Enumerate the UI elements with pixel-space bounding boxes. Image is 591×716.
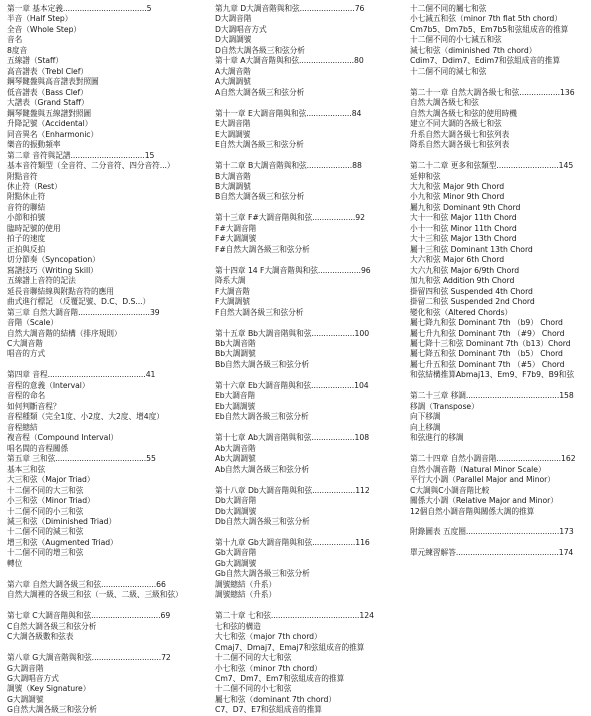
toc-entry: 五線譜上音符的記法 xyxy=(7,276,76,286)
toc-entry: Cdim7、Ddim7、Edim7和弦組成音的推算 xyxy=(410,56,560,66)
toc-entry: 十二個不同的小七減五和弦 xyxy=(410,35,502,45)
toc-entry: 大十一和弦 Major 11th Chord xyxy=(410,213,517,223)
toc-entry: 屬十三和弦 Dominant 13th Chord xyxy=(410,244,533,254)
toc-column-middle xyxy=(215,4,405,716)
toc-chapter-heading: 第十八章 Db大調音階與和弦..................112 xyxy=(215,485,370,495)
toc-entry: C大調音階 xyxy=(7,339,43,348)
toc-entry: 十二個不同的小三和弦 xyxy=(7,506,84,516)
toc-entry: Cm7、Dm7、Em7和弦組成音的推算 xyxy=(215,674,345,683)
toc-spacer xyxy=(410,517,588,527)
toc-entry: 小七減五和弦（minor 7th flat 5th chord） xyxy=(410,14,562,24)
toc-entry: Gb自然大調各級三和弦分析 xyxy=(215,569,310,579)
toc-spacer xyxy=(7,643,207,653)
toc-entry: Gb大調音階 xyxy=(215,548,257,558)
toc-entry: C自然大調各級三和弦分析 xyxy=(7,621,97,631)
toc-entry: 十二個不同的大七和弦 xyxy=(215,653,292,663)
toc-spacer xyxy=(215,475,405,485)
toc-entry: F#大調調號 xyxy=(215,234,257,244)
toc-chapter-heading: 第八章 G大調音階與和弦.............................72 xyxy=(7,653,171,663)
toc-entry: 大六九和弦 Major 6/9th Chord xyxy=(410,265,520,275)
toc-entry: 高音譜表（Trebl Clef） xyxy=(7,66,89,76)
toc-chapter-heading: 第十六章 Eb大調音階與和弦..................104 xyxy=(215,380,369,390)
toc-spacer xyxy=(410,381,588,391)
toc-entry: 基本音符類型（全音符、二分音符、四分音符...） xyxy=(7,161,175,171)
toc-entry: E大調調號 xyxy=(215,129,251,139)
toc-entry: 十二個不同的減七和弦 xyxy=(410,66,487,76)
toc-entry: 掛留二和弦 Suspended 2nd Chord xyxy=(410,297,535,307)
toc-entry: 十二個不同的大三和弦 xyxy=(7,485,84,495)
toc-chapter-heading: 第十章 A大調音階與和弦.......................80 xyxy=(215,56,364,66)
toc-entry: 升降記號（Accidental） xyxy=(7,119,93,129)
toc-entry: 附點音符 xyxy=(7,171,38,181)
toc-entry: 音名 xyxy=(7,35,23,45)
toc-chapter-heading: 第四章 音程.........................................41 xyxy=(7,370,156,380)
toc-spacer xyxy=(215,318,405,328)
toc-chapter-heading: 第一章 基本定義...................................5 xyxy=(7,4,152,13)
toc-entry: Bb大調調號 xyxy=(215,349,256,359)
toc-entry: F#大調音階 xyxy=(215,223,257,233)
toc-entry: 屬七降十三和弦 Dominant 7th（b13）Chord xyxy=(410,339,571,348)
toc-entry: 半音（Half Step） xyxy=(7,14,73,24)
toc-spacer xyxy=(215,370,405,380)
toc-entry: 大譜表（Grand Staff） xyxy=(7,98,89,108)
toc-entry: A自然大調各級三和弦分析 xyxy=(215,87,305,97)
toc-entry: Ab大調音階 xyxy=(215,443,256,453)
toc-entry: 音階（Scale） xyxy=(7,318,58,328)
toc-entry: C大調與C小調音階比較 xyxy=(410,485,490,495)
toc-entry: 如何判斷音程？ xyxy=(7,401,61,411)
toc-entry: E自然大調各級三和弦分析 xyxy=(215,140,304,150)
toc-chapter-heading: 第二十二章 更多和弦類型..........................145 xyxy=(410,161,574,171)
toc-entry: 屬七和弦（dominant 7th chord） xyxy=(215,694,336,704)
toc-entry: 自然大調各級七和弦 xyxy=(410,98,479,108)
toc-entry: 唱音的方式 xyxy=(7,349,46,359)
toc-chapter-heading: 第十三章 F#大調音階與和弦..................92 xyxy=(215,213,365,223)
toc-chapter-heading: 第二十一章 自然大調各級七和弦.................136 xyxy=(410,87,575,97)
toc-entry: Gb大調調號 xyxy=(215,558,257,568)
toc-entry: Db大調音階 xyxy=(215,496,257,506)
toc-spacer xyxy=(7,569,207,579)
toc-entry: 拍子的速度 xyxy=(7,234,46,244)
toc-chapter-heading: 第十二章 B大調音階與和弦...................88 xyxy=(215,161,362,171)
toc-entry: 低音譜表（Bass Clef） xyxy=(7,87,88,97)
toc-chapter-heading: 單元練習解答...........................................174 xyxy=(410,548,574,558)
toc-entry: C7、D7、E7和弦組成音的推算 xyxy=(215,705,322,715)
toc-entry: 臨時記號的使用 xyxy=(7,223,61,233)
toc-entry: 同音異名（Enharmonic） xyxy=(7,129,99,139)
toc-entry: 調號總結（升系） xyxy=(215,579,277,589)
toc-entry: Eb大調調號 xyxy=(215,401,256,411)
toc-entry: 樂音的振動頻率 xyxy=(7,140,61,150)
toc-entry: 和弦進行的移調 xyxy=(410,433,464,443)
toc-entry: 和弦結構推算Abmaj13、Em9、F7b9、B9和弦 xyxy=(410,370,574,380)
toc-entry: 大七和弦（major 7th chord） xyxy=(215,632,322,642)
toc-entry: E大調音階 xyxy=(215,119,251,129)
toc-chapter-heading: 第二十三章 移調.......................................158 xyxy=(410,391,574,401)
toc-spacer xyxy=(215,151,405,161)
toc-chapter-heading: 第七章 C大調音階與和弦.............................69 xyxy=(7,611,171,621)
toc-entry: 延長音聯結線與附點音符的應用 xyxy=(7,286,114,296)
toc-entry: 小十一和弦 Minor 11th Chord xyxy=(410,223,517,233)
toc-entry: 調號（Key Signature） xyxy=(7,684,91,694)
toc-entry: 十二個不同的小七和弦 xyxy=(215,684,292,694)
toc-chapter-heading: 第六章 自然大調各級三和弦.......................66 xyxy=(7,579,166,589)
toc-entry: Bb自然大調各級三和弦分析 xyxy=(215,359,310,369)
toc-entry: 減七和弦（diminished 7th chord） xyxy=(410,45,537,55)
toc-entry: 自然大調裡的各級三和弦（一級、二級、三級和弦） xyxy=(7,590,183,600)
toc-entry: 掛留四和弦 Suspended 4th Chord xyxy=(410,286,533,296)
toc-entry: 關係大小調（Relative Major and Minor） xyxy=(410,496,558,506)
toc-entry: 小九和弦 Minor 9th Chord xyxy=(410,192,505,202)
toc-entry: F大調調號 xyxy=(215,297,250,307)
toc-spacer xyxy=(215,527,405,537)
toc-chapter-heading: 第十四章 14 F大調音階與和弦..................96 xyxy=(215,265,371,275)
toc-chapter-heading: 第三章 自然大調音階..............................39 xyxy=(7,307,160,317)
toc-entry: 變化和弦（Altered Chords） xyxy=(410,307,513,317)
toc-entry: B大調音階 xyxy=(215,171,251,181)
toc-entry: Db自然大調各級三和弦分析 xyxy=(215,516,310,526)
toc-chapter-heading: 第十七章 Ab大調音階與和弦..................108 xyxy=(215,433,370,443)
toc-chapter-heading: 第九章 D大調音階與和弦.......................76 xyxy=(215,4,365,13)
toc-entry: 七和弦的構造 xyxy=(215,621,261,631)
toc-spacer xyxy=(410,77,588,87)
toc-entry: 自然大調各級七和弦的使用時機 xyxy=(410,108,517,118)
toc-spacer xyxy=(410,151,588,161)
toc-entry: 大六和弦 Major 6th Chord xyxy=(410,255,505,265)
toc-entry: 自然小調音階（Natural Minor Scale） xyxy=(410,464,546,474)
toc-entry: 小節和拍號 xyxy=(7,213,46,223)
toc-entry: 小七和弦（minor 7th chord） xyxy=(215,663,322,673)
toc-entry: 減三和弦（Diminished Triad） xyxy=(7,516,117,526)
toc-spacer xyxy=(410,538,588,548)
toc-spacer xyxy=(215,601,405,611)
toc-entry: 延伸和弦 xyxy=(410,171,441,181)
toc-entry: 音程的命名 xyxy=(7,391,46,401)
toc-entry: G自然大調各級三和弦分析 xyxy=(7,705,97,715)
toc-entry: 屬九和弦 Dominant 9th Chord xyxy=(410,202,521,212)
toc-entry: 屬七升九和弦 Dominant 7th （#9） Chord xyxy=(410,328,565,338)
toc-spacer xyxy=(410,444,588,454)
toc-entry: Cmaj7、Dmaj7、Emaj7和弦組成音的推算 xyxy=(215,642,365,652)
toc-entry: 向下移調 xyxy=(410,412,441,422)
toc-entry: 五線譜（Staff） xyxy=(7,56,63,66)
toc-chapter-heading: 第五章 三和弦......................................55 xyxy=(7,454,156,464)
toc-entry: 屬七降五和弦 Dominant 7th （b5） Chord xyxy=(410,349,563,359)
toc-entry: B自然大調各級三和弦分析 xyxy=(215,192,305,202)
toc-entry: Db大調調號 xyxy=(215,506,257,516)
toc-chapter-heading: 第十一章 E大調音階與和弦...................84 xyxy=(215,108,362,118)
toc-entry: 十二個不同的減三和弦 xyxy=(7,527,84,537)
toc-entry: G大調唱音方式 xyxy=(7,674,59,683)
toc-entry: 複音程（Compound Interval） xyxy=(7,433,118,443)
toc-spacer xyxy=(215,423,405,433)
toc-entry: 音程的意義（Interval） xyxy=(7,380,90,390)
toc-entry: 音符的聯結 xyxy=(7,202,46,212)
toc-entry: 平行大小調（Parallel Major and Minor） xyxy=(410,475,555,485)
toc-entry: 寫譜技巧（Writing Skill） xyxy=(7,265,98,275)
toc-entry: G大調調號 xyxy=(7,694,44,704)
toc-entry: D大調調號 xyxy=(215,35,252,45)
toc-entry: Ab大調調號 xyxy=(215,454,256,464)
toc-entry: 降系自然大調各級七和弦列表 xyxy=(410,140,510,150)
toc-entry: 8度音 xyxy=(7,45,28,55)
toc-entry: 音程總結 xyxy=(7,422,38,432)
toc-entry: 基本三和弦 xyxy=(7,464,46,474)
toc-entry: 鋼琴鍵盤與高音譜表對照圖 xyxy=(7,77,99,87)
toc-entry: G大調音階 xyxy=(7,663,44,673)
toc-entry: F大調音階 xyxy=(215,286,250,296)
toc-entry: 小三和弦（Minor Triad） xyxy=(7,496,95,506)
toc-spacer xyxy=(7,601,207,611)
toc-entry: Bb大調音階 xyxy=(215,339,256,348)
toc-column-right xyxy=(410,4,588,559)
toc-entry: 正拍與反拍 xyxy=(7,244,46,254)
toc-entry: 附點休止符 xyxy=(7,192,46,202)
toc-entry: C大調各級數和弦表 xyxy=(7,632,74,642)
toc-chapter-heading: 第二十四章 自然小調音階...........................162 xyxy=(410,454,576,464)
toc-entry: F自然大調各級三和弦分析 xyxy=(215,307,304,317)
toc-entry: B大調調號 xyxy=(215,181,251,191)
toc-entry: 大九和弦 Major 9th Chord xyxy=(410,181,505,191)
toc-entry: 唱名間的音程關係 xyxy=(7,443,69,453)
toc-spacer xyxy=(215,98,405,108)
toc-entry: D大調音階 xyxy=(215,14,252,24)
toc-entry: 屬七升五和弦 Dominant 7th （#5） Chord xyxy=(410,359,565,369)
toc-entry: D大調唱音方式 xyxy=(215,24,267,34)
toc-entry: 移調（Transpose） xyxy=(410,401,479,411)
toc-entry: 轉位 xyxy=(7,558,23,568)
toc-entry: 全音（Whole Step） xyxy=(7,24,82,34)
toc-chapter-heading: 第二章 音符與記譜...............................15 xyxy=(7,150,155,160)
toc-entry: F#自然大調各級三和弦分析 xyxy=(215,244,310,254)
toc-entry: 12個自然小調音階與關係大調的推算 xyxy=(410,506,535,516)
toc-chapter-heading: 第十九章 Gb大調音階與和弦..................116 xyxy=(215,537,370,547)
toc-spacer xyxy=(7,360,207,370)
toc-entry: 加九和弦 Addition 9th Chord xyxy=(410,276,515,286)
toc-entry: A大調調號 xyxy=(215,77,251,87)
toc-entry: 音程種類（完全1度、小2度、大2度、增4度） xyxy=(7,412,164,422)
toc-entry: 鋼琴鍵盤與五線譜對照圖 xyxy=(7,108,92,118)
toc-entry: 十二個不同的增三和弦 xyxy=(7,548,84,558)
toc-entry: Eb大調音階 xyxy=(215,391,256,401)
toc-entry: 曲式進行標記 （反覆記號、D.C、D.S...） xyxy=(7,297,151,307)
toc-entry: 屬七降九和弦 Dominant 7th （b9） Chord xyxy=(410,318,563,328)
toc-entry: 調號總結（升系） xyxy=(215,590,277,600)
toc-spacer xyxy=(215,255,405,265)
toc-entry: 自然大調音階的結構（排序規則） xyxy=(7,328,122,338)
toc-chapter-heading: 第二十章 七和弦.....................................124 xyxy=(215,611,374,621)
toc-entry: 休止符（Rest） xyxy=(7,181,62,191)
toc-spacer xyxy=(215,203,405,213)
toc-entry: 切分節奏（Syncopation） xyxy=(7,255,100,265)
toc-chapter-heading: 第十五章 Bb大調音階與和弦..................100 xyxy=(215,328,370,338)
toc-entry: 降系大調 xyxy=(215,276,246,286)
toc-entry: 建立不同大調的各級七和弦 xyxy=(410,119,502,129)
toc-entry: 十二個不同的屬七和弦 xyxy=(410,4,487,13)
toc-entry: Eb自然大調各級三和弦分析 xyxy=(215,412,309,422)
toc-column-left xyxy=(7,4,207,716)
toc-chapter-heading: 附錄圖表 五度圈.......................................173 xyxy=(410,527,574,537)
toc-entry: D自然大調各級三和弦分析 xyxy=(215,45,305,55)
toc-entry: 向上移調 xyxy=(410,422,441,432)
toc-entry: 大三和弦（Major Triad） xyxy=(7,475,95,485)
toc-entry: 增三和弦（Augmented Triad） xyxy=(7,537,118,547)
toc-entry: Cm7b5、Dm7b5、Em7b5和弦組成音的推算 xyxy=(410,24,569,34)
toc-entry: A大調音階 xyxy=(215,66,251,76)
toc-entry: 大十三和弦 Major 13th Chord xyxy=(410,234,517,244)
toc-entry: 升系自然大調各級七和弦列表 xyxy=(410,129,510,139)
toc-entry: Ab自然大調各級三和弦分析 xyxy=(215,464,310,474)
